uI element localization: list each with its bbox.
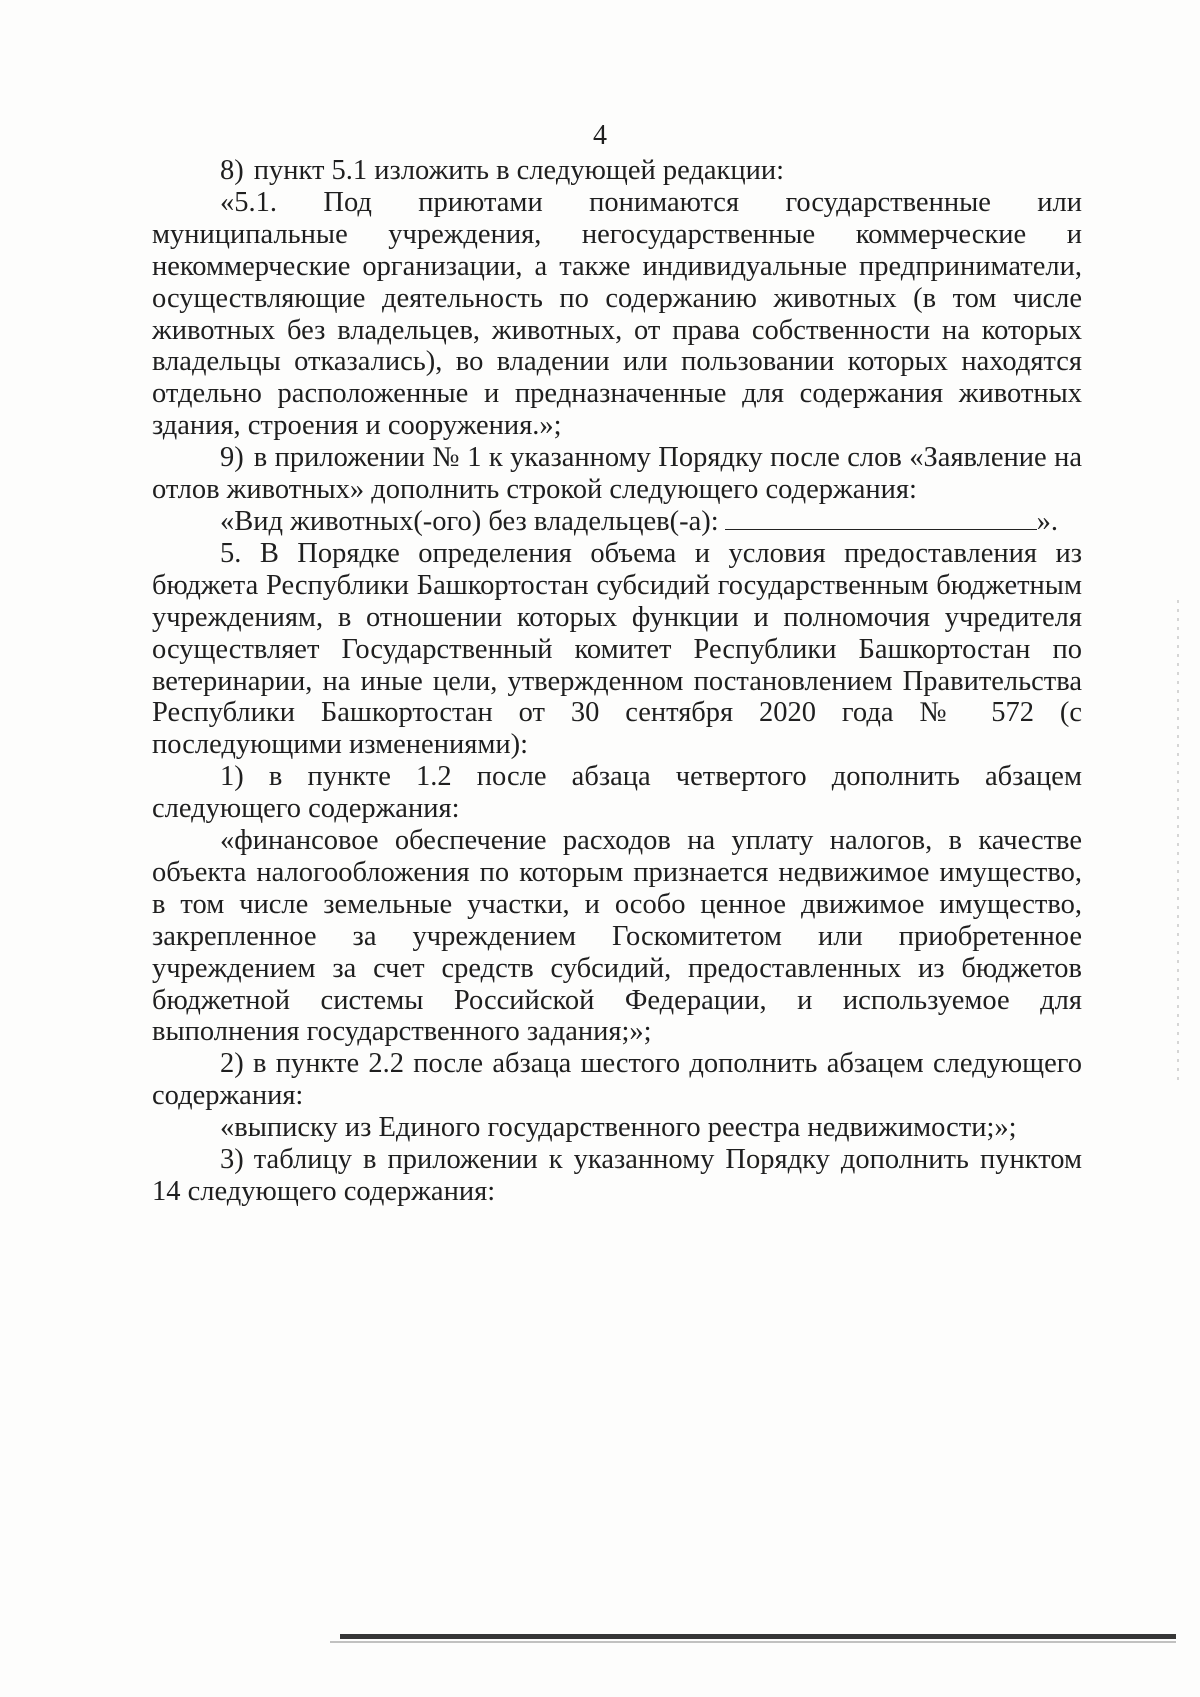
document-body <box>152 155 1082 1208</box>
paragraph-item-9 <box>152 442 1082 506</box>
paragraph-text: пункт 5.1 изложить в следующей редакции: <box>253 155 785 186</box>
paragraph-quote-5-1: «5.1. Под приютами понимаются государственные или муниципальные учреждения, негосударственные коммерческие и некоммерческие организации, а также индивидуальные предприниматели, осуществляющие деятельность по содержанию животных (в том числе животных без владельцев, животных, от права собственности на которых владельцы отказались), во владении или пользовании которых находятся отдельно расположенные и предназначенные для содержания животных здания, строения и сооружения.»; <box>152 186 1082 442</box>
paragraph-text: в приложении № 1 к указанному Порядку после слов «Заявление на отлов животных» дополнить строкой следующего содержания: <box>152 442 1082 506</box>
page-number: 4 <box>593 120 607 151</box>
paragraph-sub-3 <box>152 1144 1082 1208</box>
paragraph-tail: ». <box>1036 505 1058 537</box>
scan-margin-mark <box>1177 600 1179 1080</box>
paragraph-text: «Вид животных(-ого) без владельцев(-а): <box>220 505 719 537</box>
paragraph-quote-registry: «выписку из Единого государственного реестра недвижимости;»; <box>220 1112 1017 1144</box>
paragraph-sub-1: 1) в пункте 1.2 после абзаца четвертого дополнить абзацем следующего содержания: <box>152 761 1082 825</box>
scan-edge-shadow <box>330 1641 1176 1643</box>
paragraph-sub-2: 2) в пункте 2.2 после абзаца шестого дополнить абзацем следующего содержания: <box>152 1048 1082 1112</box>
item-number: 3) <box>220 1144 244 1176</box>
item-number: 8) <box>220 155 244 186</box>
paragraph-text: таблицу в приложении к указанному Порядку дополнить пунктом 14 следующего содержания: <box>152 1144 1082 1207</box>
paragraph-item-8 <box>152 155 1082 187</box>
paragraph-animal-kind-line <box>152 506 1082 538</box>
item-number: 9) <box>220 442 244 474</box>
paragraph-section-5: 5. В Порядке определения объема и условия предоставления из бюджета Республики Башкортостан субсидий государственным бюджетным учреждениям, в отношении которых функции и полномочия учредителя осуществляет Государственный комитет Республики Башкортостан по ветеринарии, на иные цели, утвержденном постановлением Правительства Республики Башкортостан от 30 сентября 2020 года № 572 (с последующими изменениями): <box>152 537 1082 761</box>
scan-edge-line <box>340 1634 1176 1639</box>
paragraph-quote-financing: «финансовое обеспечение расходов на уплату налогов, в качестве объекта налогообложения по которым признается недвижимое имущество, в том числе земельные участки, и особо ценное движимое имущество, закрепленное за учреждением Госкомитетом или приобретенное учреждением за счет средств субсидий, предоставленных из бюджетов бюджетной системы Российской Федерации, и используемое для выполнения государственного задания;»; <box>152 825 1082 1048</box>
fill-in-blank <box>725 507 1037 530</box>
